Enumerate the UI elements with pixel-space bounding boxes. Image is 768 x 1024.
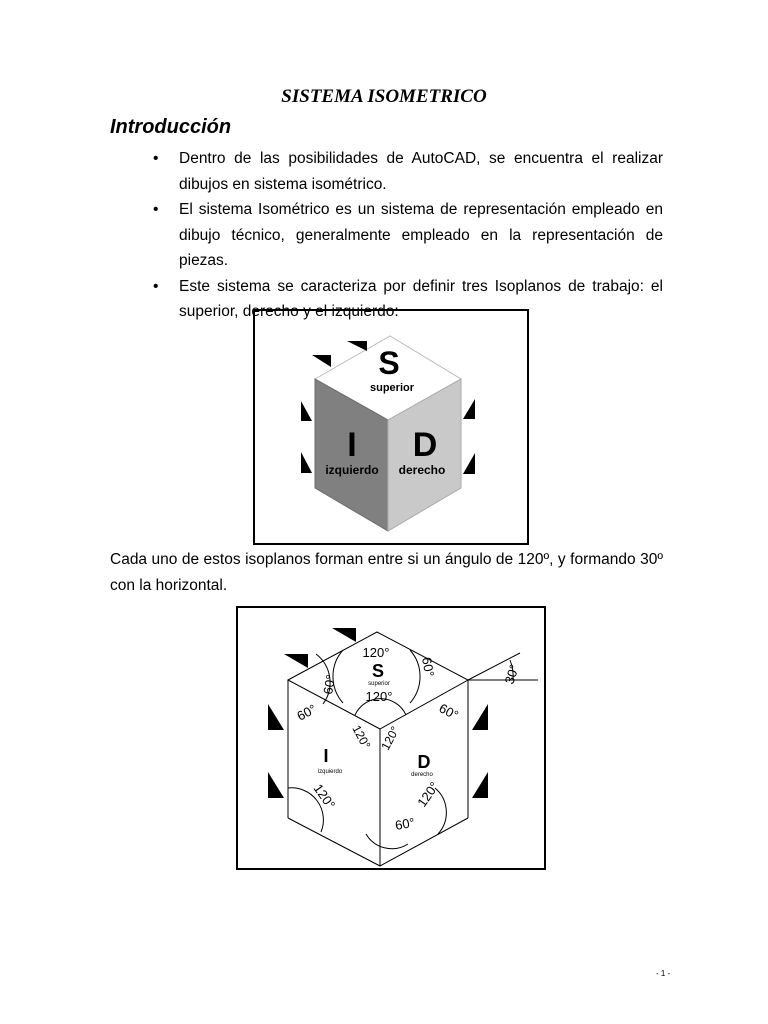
izquierdo-label: izquierdo	[317, 769, 343, 775]
bullet-dot: •	[153, 150, 159, 167]
arc-60-bottom	[366, 834, 408, 849]
edge-line	[380, 818, 468, 866]
arc-60-top-right	[410, 650, 420, 703]
edge-line	[288, 818, 380, 866]
list-item	[153, 146, 663, 197]
superior-letter: S	[371, 661, 385, 681]
bullet-text: Dentro de las posibilidades de AutoCAD, se encuentra el realizar dibujos en sistema isométrico.	[179, 150, 663, 193]
izquierdo-letter: I	[347, 426, 357, 464]
derecho-label: derecho	[411, 772, 433, 778]
arrow-icon	[301, 401, 312, 421]
arrow-icon	[312, 355, 331, 367]
bullet-dot: •	[153, 201, 159, 218]
body-paragraph: Cada uno de estos isoplanos forman entre si un ángulo de 120º, y formando 30º con la horizontal.	[110, 551, 663, 594]
section-heading: Introducción	[110, 116, 232, 138]
angle-label-right-60: 60°	[419, 655, 438, 678]
arrow-icon	[301, 452, 312, 473]
izquierdo-letter: I	[323, 746, 329, 766]
angle-label-left-side-60: 60°	[294, 701, 319, 724]
superior-label: superior	[369, 382, 415, 394]
arrow-icon	[463, 453, 475, 474]
derecho-letter: D	[417, 752, 431, 772]
arrow-icon	[284, 654, 308, 668]
arrow-icon	[268, 772, 284, 798]
arrow-icon	[347, 341, 367, 351]
angle-label-right-side-60: 60°	[436, 700, 462, 723]
isometric-cube-diagram	[255, 311, 527, 543]
angle-label-inner-right: 120°	[378, 723, 403, 753]
angle-label-lower-right: 120°	[414, 779, 442, 810]
angle-label-inner-left: 120°	[349, 722, 374, 752]
superior-letter: S	[378, 345, 400, 381]
angle-label-bottom-60: 60°	[393, 814, 416, 833]
arrow-icon	[463, 399, 475, 419]
list-item	[153, 197, 663, 274]
bullet-text: Este sistema se caracteriza por definir tres Isoplanos de trabajo: el superior, derecho y el izquierdo:	[179, 277, 663, 320]
bullet-dot: •	[153, 277, 159, 295]
angle-label-center: 120°	[365, 689, 393, 704]
isoplanes-figure	[253, 309, 529, 545]
angle-label-top: 120°	[362, 645, 390, 660]
isometric-angles-diagram	[238, 608, 544, 868]
document-title: SISTEMA ISOMETRICO	[281, 86, 487, 107]
izquierdo-label: izquierdo	[325, 463, 379, 477]
bullet-list	[153, 146, 663, 325]
arrow-icon	[332, 628, 356, 642]
arrow-icon	[472, 704, 488, 730]
superior-label: superior	[368, 681, 390, 687]
bullet-text: El sistema Isométrico es un sistema de representación empleado en dibujo técnico, generalmente empleado en la representación de piezas.	[179, 201, 663, 269]
page-number: - 1 -	[656, 969, 671, 978]
derecho-label: derecho	[398, 463, 446, 477]
angle-label-lower-left: 120°	[310, 781, 339, 812]
angle-label-30: 30°	[501, 662, 522, 686]
arrow-icon	[268, 704, 284, 730]
angle-label-left-60: 60°	[320, 673, 339, 696]
arrow-icon	[472, 772, 488, 798]
derecho-letter: D	[412, 426, 438, 464]
angles-figure	[236, 606, 546, 870]
